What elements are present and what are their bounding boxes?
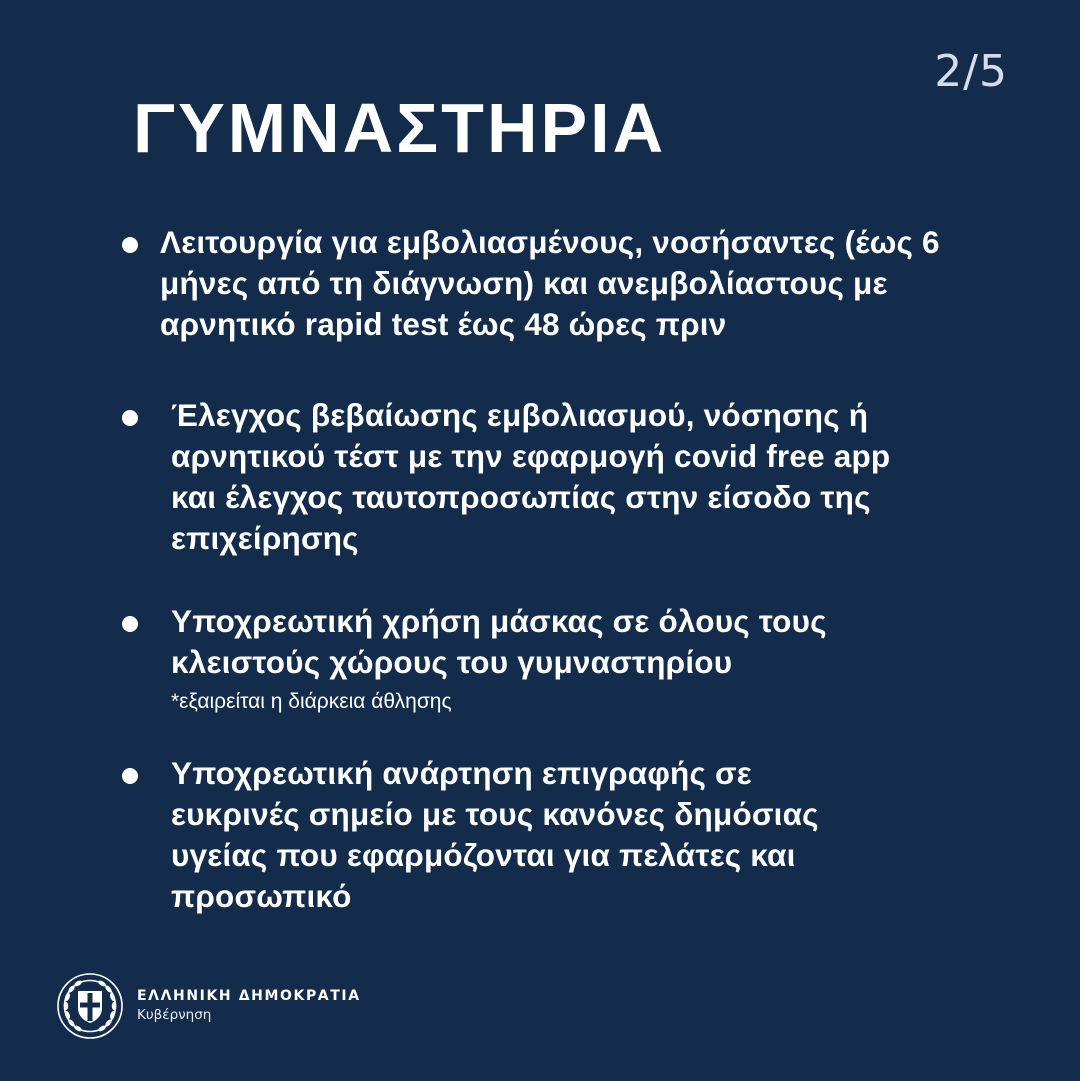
- org-name: ΕΛΛΗΝΙΚΗ ΔΗΜΟΚΡΑΤΙΑ: [137, 988, 361, 1005]
- greek-coat-of-arms-icon: [56, 972, 124, 1040]
- bullet-note: *εξαιρείται η διάρκεια άθλησης: [171, 690, 452, 713]
- bullet-text: Υποχρεωτική χρήση μάσκας σε όλους τους κλειστούς χώρους του γυμναστηρίου: [171, 603, 827, 680]
- list-item: [118, 753, 1018, 917]
- bullet-list: [118, 222, 1018, 971]
- page-title: ΓΥΜΝΑΣΤΗΡΙΑ: [133, 89, 667, 167]
- org-subtitle: Κυβέρνηση: [137, 1007, 212, 1024]
- list-item: [118, 601, 1018, 717]
- bullet-text: Έλεγχος βεβαίωσης εμβολιασμού, νόσησης ή αρνητικού τέστ με την εφαρμογή covid free app και έλεγχος ταυτοπροσωπίας στην είσοδο της επιχείρησης: [171, 397, 891, 556]
- list-item: [118, 395, 1018, 559]
- bullet-dot-icon: [122, 237, 138, 253]
- list-item: [118, 222, 1018, 345]
- bullet-text: Λειτουργία για εμβολιασμένους, νοσήσαντες (έως 6 μήνες από τη διάγνωση) και ανεμβολίαστους με αρνητικό rapid test έως 48 ώρες πριν: [160, 224, 940, 342]
- bullet-dot-icon: [122, 616, 138, 632]
- page-counter: 2/5: [934, 46, 1008, 97]
- bullet-text: Υποχρεωτική ανάρτηση επιγραφής σε ευκρινές σημείο με τους κανόνες δημόσιας υγείας που εφαρμόζονται για πελάτες και προσωπικό: [171, 755, 819, 914]
- bullet-dot-icon: [122, 410, 138, 426]
- bullet-dot-icon: [122, 768, 138, 784]
- footer: [56, 972, 361, 1040]
